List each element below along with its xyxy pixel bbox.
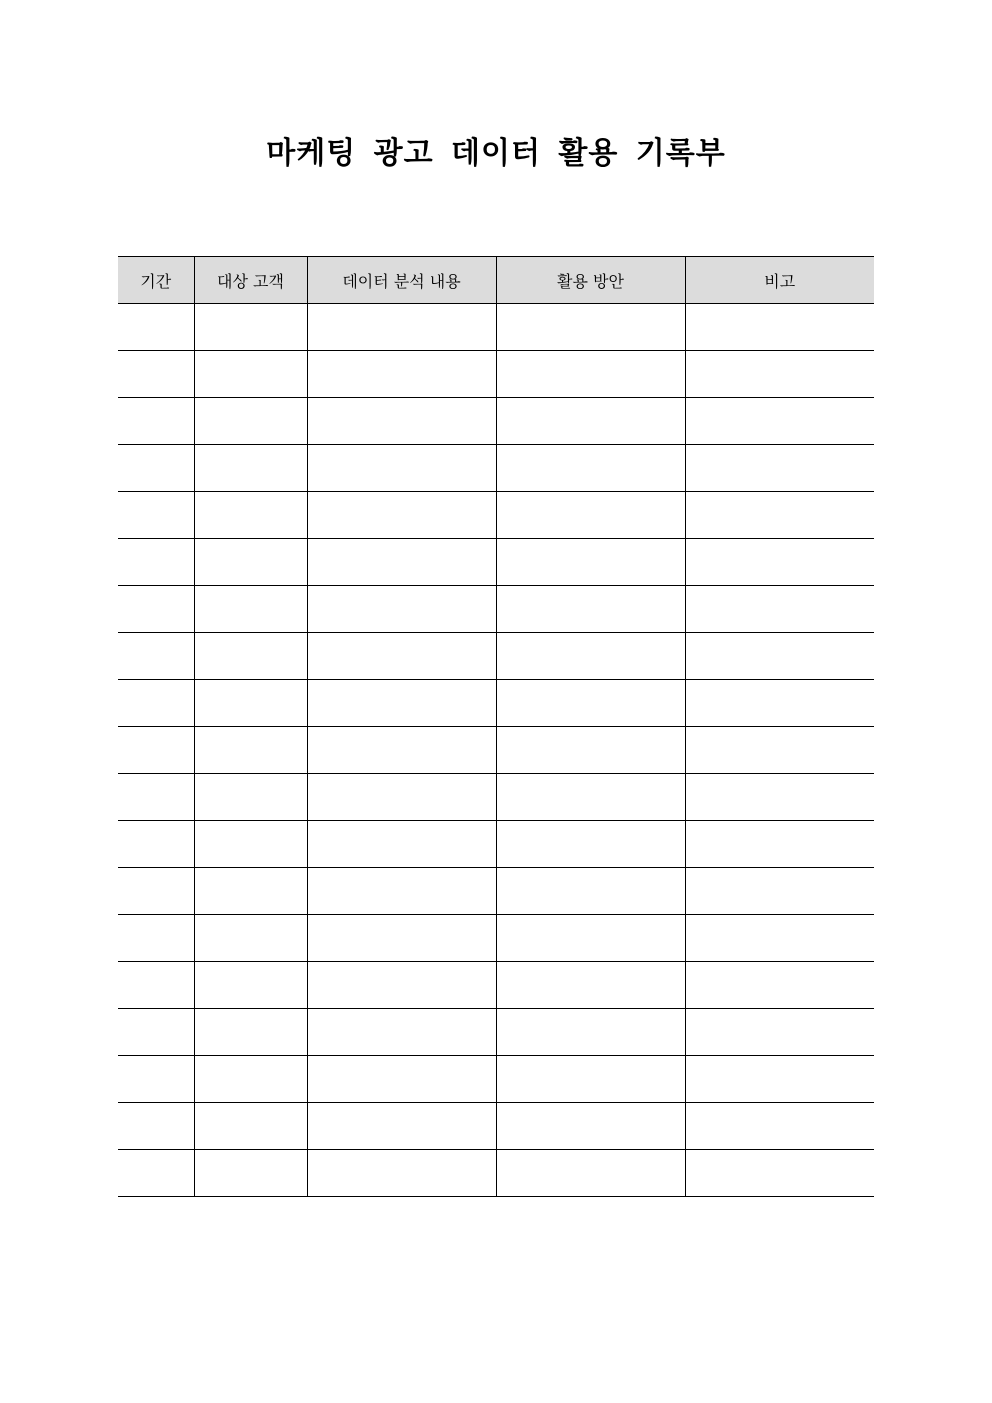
table-body xyxy=(118,304,874,1197)
period-cell[interactable] xyxy=(118,868,194,915)
target-customer-cell[interactable] xyxy=(194,962,307,1009)
remarks-cell[interactable] xyxy=(685,868,874,915)
remarks-cell[interactable] xyxy=(685,774,874,821)
table-row xyxy=(118,868,874,915)
table-row xyxy=(118,915,874,962)
header-target-customer: 대상 고객 xyxy=(194,257,307,304)
remarks-cell[interactable] xyxy=(685,445,874,492)
target-customer-cell[interactable] xyxy=(194,1103,307,1150)
remarks-cell[interactable] xyxy=(685,586,874,633)
period-cell[interactable] xyxy=(118,1103,194,1150)
header-period: 기간 xyxy=(118,257,194,304)
page-title: 마케팅 광고 데이터 활용 기록부 xyxy=(266,136,726,171)
period-cell[interactable] xyxy=(118,1056,194,1103)
remarks-cell[interactable] xyxy=(685,1056,874,1103)
data-analysis-cell[interactable] xyxy=(307,539,496,586)
data-analysis-cell[interactable] xyxy=(307,680,496,727)
period-cell[interactable] xyxy=(118,492,194,539)
remarks-cell[interactable] xyxy=(685,962,874,1009)
table-row xyxy=(118,304,874,351)
remarks-cell[interactable] xyxy=(685,1009,874,1056)
period-cell[interactable] xyxy=(118,1009,194,1056)
usage-plan-cell[interactable] xyxy=(496,445,685,492)
usage-plan-cell[interactable] xyxy=(496,1150,685,1197)
data-analysis-cell[interactable] xyxy=(307,1150,496,1197)
period-cell[interactable] xyxy=(118,1150,194,1197)
table-row xyxy=(118,539,874,586)
header-data-analysis: 데이터 분석 내용 xyxy=(307,257,496,304)
remarks-cell[interactable] xyxy=(685,539,874,586)
data-analysis-cell[interactable] xyxy=(307,915,496,962)
table-row xyxy=(118,633,874,680)
table-row xyxy=(118,727,874,774)
usage-plan-cell[interactable] xyxy=(496,351,685,398)
table-row xyxy=(118,351,874,398)
table-row xyxy=(118,1056,874,1103)
data-analysis-cell[interactable] xyxy=(307,821,496,868)
target-customer-cell[interactable] xyxy=(194,398,307,445)
table-row xyxy=(118,1009,874,1056)
target-customer-cell[interactable] xyxy=(194,586,307,633)
period-cell[interactable] xyxy=(118,633,194,680)
usage-plan-cell[interactable] xyxy=(496,1056,685,1103)
remarks-cell[interactable] xyxy=(685,1150,874,1197)
target-customer-cell[interactable] xyxy=(194,680,307,727)
target-customer-cell[interactable] xyxy=(194,492,307,539)
table-header-row xyxy=(118,257,874,304)
remarks-cell[interactable] xyxy=(685,398,874,445)
period-cell[interactable] xyxy=(118,774,194,821)
usage-plan-cell[interactable] xyxy=(496,586,685,633)
remarks-cell[interactable] xyxy=(685,492,874,539)
target-customer-cell[interactable] xyxy=(194,1056,307,1103)
target-customer-cell[interactable] xyxy=(194,774,307,821)
period-cell[interactable] xyxy=(118,304,194,351)
target-customer-cell[interactable] xyxy=(194,633,307,680)
data-analysis-cell[interactable] xyxy=(307,586,496,633)
usage-plan-cell[interactable] xyxy=(496,868,685,915)
usage-plan-cell[interactable] xyxy=(496,398,685,445)
table-row xyxy=(118,680,874,727)
period-cell[interactable] xyxy=(118,586,194,633)
data-analysis-cell[interactable] xyxy=(307,351,496,398)
target-customer-cell[interactable] xyxy=(194,351,307,398)
period-cell[interactable] xyxy=(118,351,194,398)
remarks-cell[interactable] xyxy=(685,1103,874,1150)
remarks-cell[interactable] xyxy=(685,351,874,398)
usage-plan-cell[interactable] xyxy=(496,492,685,539)
table-row xyxy=(118,586,874,633)
data-analysis-cell[interactable] xyxy=(307,1103,496,1150)
table-row xyxy=(118,774,874,821)
table-row xyxy=(118,962,874,1009)
period-cell[interactable] xyxy=(118,445,194,492)
data-analysis-cell[interactable] xyxy=(307,868,496,915)
data-analysis-cell[interactable] xyxy=(307,492,496,539)
usage-plan-cell[interactable] xyxy=(496,727,685,774)
header-usage-plan: 활용 방안 xyxy=(496,257,685,304)
usage-plan-cell[interactable] xyxy=(496,1103,685,1150)
usage-plan-cell[interactable] xyxy=(496,915,685,962)
target-customer-cell[interactable] xyxy=(194,539,307,586)
data-analysis-cell[interactable] xyxy=(307,727,496,774)
usage-plan-cell[interactable] xyxy=(496,633,685,680)
data-analysis-cell[interactable] xyxy=(307,1056,496,1103)
data-analysis-cell[interactable] xyxy=(307,774,496,821)
header-remarks: 비고 xyxy=(685,257,874,304)
target-customer-cell[interactable] xyxy=(194,821,307,868)
remarks-cell[interactable] xyxy=(685,821,874,868)
data-analysis-cell[interactable] xyxy=(307,1009,496,1056)
table-row xyxy=(118,492,874,539)
target-customer-cell[interactable] xyxy=(194,727,307,774)
target-customer-cell[interactable] xyxy=(194,1150,307,1197)
table-row xyxy=(118,445,874,492)
remarks-cell[interactable] xyxy=(685,915,874,962)
period-cell[interactable] xyxy=(118,727,194,774)
remarks-cell[interactable] xyxy=(685,304,874,351)
usage-plan-cell[interactable] xyxy=(496,774,685,821)
period-cell[interactable] xyxy=(118,680,194,727)
usage-plan-cell[interactable] xyxy=(496,962,685,1009)
table-row xyxy=(118,398,874,445)
usage-plan-cell[interactable] xyxy=(496,539,685,586)
data-analysis-cell[interactable] xyxy=(307,398,496,445)
usage-plan-cell[interactable] xyxy=(496,1009,685,1056)
period-cell[interactable] xyxy=(118,398,194,445)
period-cell[interactable] xyxy=(118,915,194,962)
target-customer-cell[interactable] xyxy=(194,445,307,492)
data-analysis-cell[interactable] xyxy=(307,304,496,351)
remarks-cell[interactable] xyxy=(685,633,874,680)
data-analysis-cell[interactable] xyxy=(307,633,496,680)
table-row xyxy=(118,821,874,868)
period-cell[interactable] xyxy=(118,539,194,586)
period-cell[interactable] xyxy=(118,962,194,1009)
remarks-cell[interactable] xyxy=(685,727,874,774)
usage-plan-cell[interactable] xyxy=(496,680,685,727)
data-analysis-cell[interactable] xyxy=(307,445,496,492)
usage-plan-cell[interactable] xyxy=(496,304,685,351)
remarks-cell[interactable] xyxy=(685,680,874,727)
table-row xyxy=(118,1103,874,1150)
record-table xyxy=(118,256,874,1197)
usage-plan-cell[interactable] xyxy=(496,821,685,868)
period-cell[interactable] xyxy=(118,821,194,868)
target-customer-cell[interactable] xyxy=(194,915,307,962)
target-customer-cell[interactable] xyxy=(194,304,307,351)
data-analysis-cell[interactable] xyxy=(307,962,496,1009)
target-customer-cell[interactable] xyxy=(194,868,307,915)
table-row xyxy=(118,1150,874,1197)
target-customer-cell[interactable] xyxy=(194,1009,307,1056)
